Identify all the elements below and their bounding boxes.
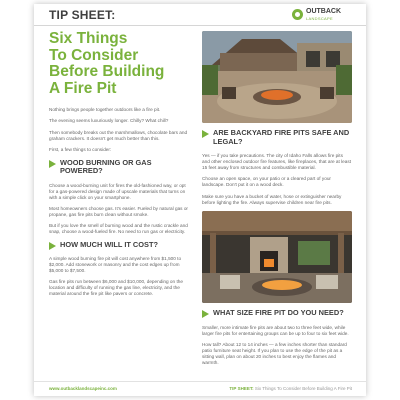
intro-paragraph: Then somebody breaks out the marshmallows, chocolate bars and graham crackers. It doesn't get much better than this. bbox=[49, 129, 188, 141]
logo-sub-text: LANDSCAPE bbox=[306, 16, 333, 21]
page-footer bbox=[34, 381, 366, 396]
section-heading-size bbox=[202, 309, 352, 318]
logo-brand-text: OUTBACK bbox=[306, 8, 341, 15]
section-title: WHAT SIZE FIRE PIT DO YOU NEED? bbox=[213, 308, 344, 318]
intro-paragraph: First, a few things to consider: bbox=[49, 147, 112, 153]
section-title: ARE BACKYARD FIRE PITS SAFE AND LEGAL? bbox=[213, 128, 350, 146]
triangle-bullet-icon bbox=[202, 310, 209, 318]
section-title: WOOD BURNING OR GAS POWERED? bbox=[60, 157, 152, 176]
headline-line: To Consider bbox=[49, 46, 139, 64]
body-paragraph: Smaller, more intimate fire pits are about two to three feet wide, while larger fire pits for entertaining groups can be up to four to six feet wide. bbox=[202, 324, 349, 336]
section-heading-safety bbox=[202, 129, 352, 146]
footer-tip-text: Six Things To Consider Before Building A Fire Pit bbox=[254, 386, 352, 391]
outback-logo bbox=[292, 8, 352, 22]
pergola-fire-pit-photo bbox=[202, 211, 352, 303]
page-header bbox=[34, 4, 366, 26]
headline-line: A Fire Pit bbox=[49, 79, 117, 97]
body-paragraph: How tall? About 12 to 14 inches — a few inches shorter than standard patio furniture seat height. If you plan to use the edge of the pit as a sitting wall, plan on about 20 inches to best enjoy the flames and warmth. bbox=[202, 341, 347, 365]
main-headline bbox=[49, 31, 191, 97]
body-paragraph: Yes — if you take precautions. The city of Idaho Falls allows fire pits and other enclosed outdoor fire features, like fireplaces, that are at least 15 feet away from structures and combustible material. bbox=[202, 153, 352, 170]
body-paragraph: Choose an open space, on your patio or a cleared part of your landscape. Don't put it on a wood deck. bbox=[202, 176, 331, 188]
body-paragraph: A simple wood burning fire pit will cost anywhere from $1,500 to $2,000. Add stonework or masonry and the cost edges up from $5,000 to $7,500. bbox=[49, 256, 182, 273]
body-paragraph: But if you love the smell of burning wood and the rustic crackle and snap, choose a wood-fueled fire. No need to run gas or electricity. bbox=[49, 223, 188, 235]
patio-fire-pit-photo bbox=[202, 31, 352, 123]
body-paragraph: Gas fire pits run between $6,000 and $10,000, depending on the location and difficulty of running the gas line, electricity, and the material around the fire pit like pavers or concrete. bbox=[49, 279, 183, 297]
section-title: HOW MUCH WILL IT COST? bbox=[60, 239, 158, 249]
intro-paragraph: The evening seems luxuriously longer. Chilly? What chill? bbox=[49, 118, 169, 124]
website-link[interactable]: www.outbacklandscapeinc.com bbox=[49, 386, 117, 391]
body-paragraph: Choose a wood-burning unit for fires the old-fashioned way, or opt for a gas-powered design made of upscale materials that turns on with a simple click on your smartphone. bbox=[49, 182, 186, 200]
triangle-bullet-icon bbox=[202, 130, 209, 138]
footer-tip-prefix: TIP SHEET: bbox=[229, 386, 254, 391]
tip-sheet-page bbox=[34, 4, 366, 396]
body-paragraph: Most homeowners choose gas. It's easier. Fueled by natural gas or propane, gas fire pits burn clean without smoke. bbox=[49, 205, 188, 217]
page-title: TIP SHEET: bbox=[49, 8, 116, 22]
triangle-bullet-icon bbox=[49, 160, 56, 168]
left-column bbox=[49, 31, 191, 303]
right-column bbox=[202, 31, 352, 371]
intro-paragraph: Nothing brings people together outdoors like a fire pit. bbox=[49, 107, 161, 112]
body-paragraph: Make sure you have a bucket of water, hose or extinguisher nearby before lighting the fire. Always supervise children near fire pits. bbox=[202, 193, 342, 205]
headline-line: Before Building bbox=[49, 63, 165, 80]
headline-line: Six Things bbox=[49, 30, 128, 47]
footer-tip-label bbox=[229, 386, 352, 391]
logo-mark-icon bbox=[292, 9, 303, 20]
section-heading-fuel bbox=[49, 159, 191, 176]
triangle-bullet-icon bbox=[49, 242, 56, 250]
section-heading-cost bbox=[49, 241, 191, 250]
